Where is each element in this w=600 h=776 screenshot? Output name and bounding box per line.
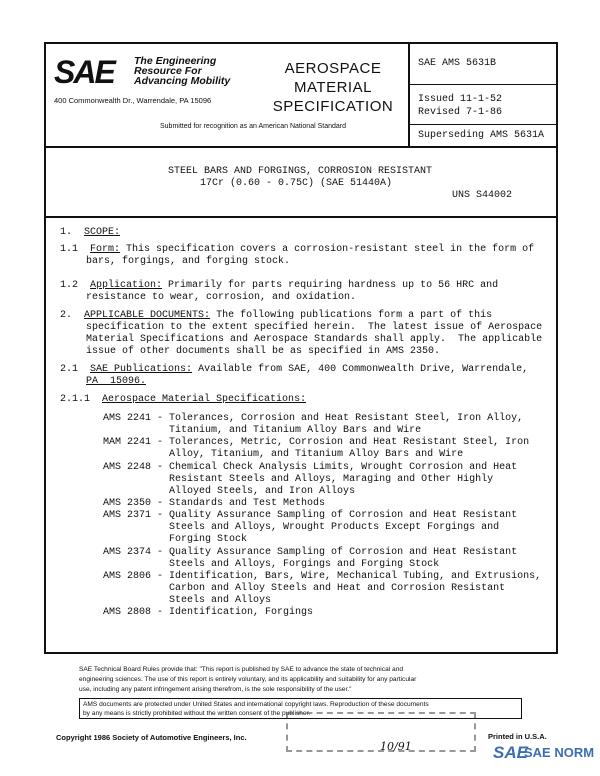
- reference-text: Alloy, Titanium, and Titanium Alloy Bars and Wire: [157, 449, 464, 461]
- reference-code: [103, 425, 151, 436]
- reference-text: Steels and Alloys, Forgings and Forging Stock: [157, 558, 440, 570]
- reference-code: [103, 583, 151, 594]
- reference-text: Steels and Alloys: [157, 594, 272, 606]
- svg-text:SAE: SAE: [493, 743, 528, 762]
- policy-line-2: engineering sciences. The use of this report is entirely voluntary, and its applicability and suitability for any particular: [79, 676, 417, 683]
- section-2-line3: Material Specifications and Aerospace Standards shall apply. The applicable: [86, 334, 543, 345]
- reference-code: AMS 2808: [103, 607, 152, 619]
- sae-norm-watermark: SAE NORM: [524, 745, 595, 760]
- reference-text: - Quality Assurance Sampling of Corrosion and Heat Resistant: [157, 546, 518, 558]
- reference-item: [103, 595, 271, 607]
- spec-title: AEROSPACE MATERIAL SPECIFICATION: [272, 60, 394, 115]
- section-2-1-1: 2.1.1 Aerospace Material Specifications:: [60, 394, 307, 405]
- reference-item: [103, 607, 313, 619]
- handwritten-date: 10/91: [380, 740, 412, 753]
- reference-item: [103, 510, 517, 522]
- issued-date: Issued 11-1-52: [418, 94, 503, 105]
- reference-item: [103, 462, 517, 474]
- reference-item: [103, 583, 505, 595]
- reference-text: Resistant Steels and Alloys, Maraging and Other Highly: [157, 473, 494, 485]
- doc-title-line1: STEEL BARS AND FORGINGS, CORROSION RESISTANT: [168, 166, 433, 177]
- reference-code: [103, 559, 151, 570]
- copyright-notice-box: AMS documents are protected under United States and international copyright laws. Reproduction of these documents by any means is strictly prohibited without the written consent of the publisher.: [79, 698, 522, 719]
- reference-text: Steels and Alloys, Wrought Products Except Forgings and: [157, 522, 500, 534]
- section-2-1-cont: PA 15096.: [86, 376, 147, 387]
- section-1-1: 1.1 Form: This specification covers a corrosion-resistant steel in the form of: [60, 244, 535, 255]
- section-2-line2: specification to the extent specified herein. The latest issue of Aerospace: [86, 322, 543, 333]
- section-1-2-cont: resistance to wear, corrosion, and oxidation.: [86, 292, 357, 303]
- header-vertical-divider: [408, 42, 410, 147]
- doc-number: SAE AMS 5631B: [418, 58, 497, 69]
- reference-item: [103, 425, 421, 437]
- reference-text: - Identification, Forgings: [157, 607, 314, 619]
- section-2-line4: issue of other documents shall be as specified in AMS 2350.: [86, 346, 441, 357]
- reference-text: Alloyed Steels, and Iron Alloys: [157, 485, 356, 497]
- tagline: The Engineering Resource For Advancing Mobility: [134, 55, 231, 87]
- superseding: Superseding AMS 5631A: [418, 130, 545, 141]
- reference-text: - Tolerances, Corrosion and Heat Resistant Steel, Iron Alloy,: [157, 413, 524, 424]
- reference-code: [103, 474, 151, 485]
- reference-item: [103, 547, 517, 559]
- reference-code: [103, 449, 151, 460]
- reference-item: [103, 559, 439, 571]
- reference-code: AMS 2371: [103, 510, 152, 522]
- section-1: 1. SCOPE:: [60, 227, 121, 238]
- reference-code: AMS 2806: [103, 570, 152, 582]
- section-1-2: 1.2 Application: Primarily for parts requiring hardness up to 56 HRC and: [60, 280, 499, 291]
- section-2-1: 2.1 SAE Publications: Available from SAE, 400 Commonwealth Drive, Warrendale,: [60, 364, 529, 375]
- sae-logo: SAE: [54, 54, 114, 90]
- reference-code: AMS 2350: [103, 497, 152, 509]
- reference-code: MAM 2241: [103, 437, 152, 449]
- right-divider-2: [408, 124, 558, 125]
- address: 400 Commonwealth Dr., Warrendale, PA 15096: [54, 96, 212, 105]
- reference-text: - Tolerances, Metric, Corrosion and Heat Resistant Steel, Iron: [157, 437, 530, 449]
- section-1-1-cont: bars, forgings, and forging stock.: [86, 256, 291, 267]
- reference-text: - Identification, Bars, Wire, Mechanical Tubing, and Extrusions,: [157, 570, 542, 582]
- revised-date: Revised 7-1-86: [418, 107, 503, 118]
- reference-text: Forging Stock: [157, 534, 248, 546]
- reference-item: [103, 413, 523, 425]
- doc-title-line2: 17Cr (0.60 - 0.75C) (SAE 51440A): [200, 178, 393, 189]
- reference-item: [103, 449, 463, 461]
- uns-number: UNS S44002: [452, 190, 513, 201]
- reference-item: [103, 498, 325, 510]
- reference-code: AMS 2374: [103, 546, 152, 558]
- sae-norm-logo-icon: [493, 742, 528, 762]
- header-divider: [44, 146, 558, 148]
- copyright-line: Copyright 1986 Society of Automotive Engineers, Inc.: [56, 733, 247, 742]
- submitted-note: Submitted for recognition as an American National Standard: [160, 123, 346, 130]
- reference-text: - Standards and Test Methods: [157, 497, 326, 509]
- right-divider-1: [408, 84, 558, 85]
- reference-code: [103, 486, 151, 497]
- policy-line-3: use, including any patent infringement arising therefrom, is the sole responsibility of the user.": [79, 686, 352, 693]
- reference-code: [103, 534, 151, 545]
- reference-code: AMS 2241: [103, 413, 152, 424]
- reference-code: [103, 595, 151, 606]
- reference-item: [103, 522, 499, 534]
- reference-item: [103, 486, 355, 498]
- reference-text: - Quality Assurance Sampling of Corrosion and Heat Resistant: [157, 510, 518, 522]
- reference-item: [103, 534, 247, 546]
- reference-code: [103, 522, 151, 533]
- reference-text: Carbon and Alloy Steels and Heat and Corrosion Resistant: [157, 582, 506, 594]
- policy-line-1: SAE Technical Board Rules provide that: "This report is published by SAE to advance the state of technical and: [79, 666, 404, 673]
- reference-item: [103, 474, 493, 486]
- reference-item: [103, 571, 541, 583]
- reference-text: Titanium, and Titanium Alloy Bars and Wire: [157, 425, 422, 436]
- printed-in: Printed in U.S.A.: [488, 732, 547, 741]
- title-divider: [44, 216, 558, 218]
- reference-text: - Chemical Check Analysis Limits, Wrought Corrosion and Heat: [157, 461, 518, 473]
- reference-item: [103, 437, 529, 449]
- reference-code: AMS 2248: [103, 461, 152, 473]
- section-2: 2. APPLICABLE DOCUMENTS: The following publications form a part of this: [60, 310, 493, 321]
